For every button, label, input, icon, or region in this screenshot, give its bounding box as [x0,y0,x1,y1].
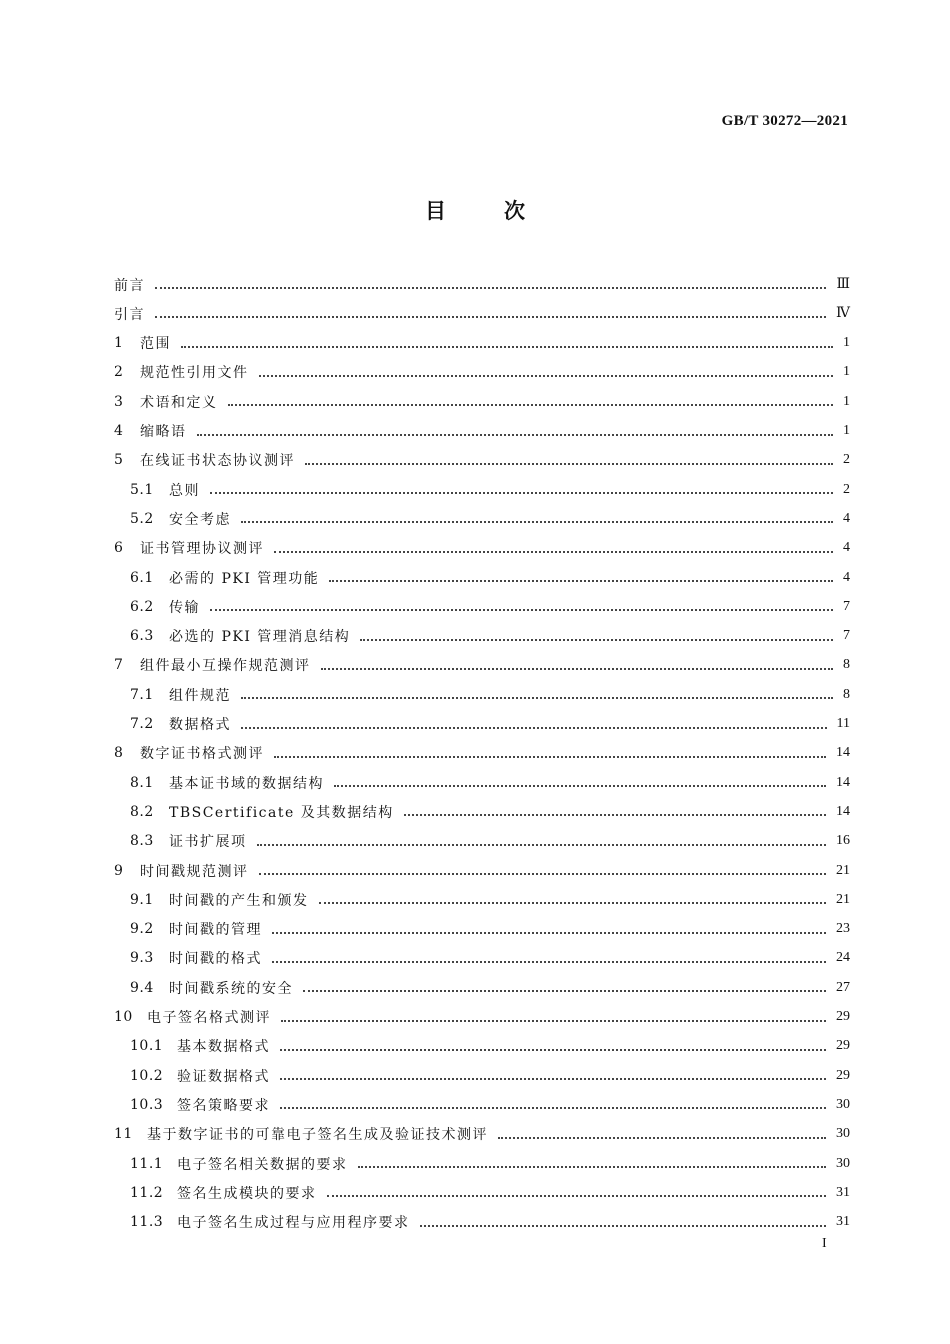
toc-entry-number: 6.3 [130,628,154,645]
toc-entry-page: 30 [836,1096,850,1112]
toc-entry-number: 6.1 [130,569,154,586]
toc-entry[interactable] [130,1061,850,1090]
dot-leader [360,638,833,641]
toc-entry-page: 14 [836,745,850,761]
toc-entry[interactable] [130,680,850,709]
toc-entry-number: 1 [114,335,124,352]
toc-entry-page: 4 [843,569,850,585]
toc-entry[interactable] [130,797,850,826]
toc-entry-page: 8 [843,657,850,673]
toc-entry[interactable] [130,944,850,973]
toc-entry-number: 7.1 [130,686,154,703]
toc-entry-page: 1 [843,423,850,438]
dot-leader [280,1106,826,1109]
dot-leader [155,286,826,289]
toc-entry[interactable] [130,1032,850,1061]
toc-entry-page: 21 [836,862,850,878]
toc-entry[interactable] [130,827,850,856]
toc-entry[interactable] [130,504,850,533]
toc-entry-page: Ⅲ [836,277,850,292]
toc-entry[interactable] [130,1090,850,1119]
toc-entry[interactable] [114,856,850,885]
toc-entry-label: 电子签名生成过程与应用程序要求 [177,1215,410,1232]
toc-entry-number: 8.3 [130,833,154,850]
toc-entry-label: 规范性引用文件 [140,365,249,382]
toc-entry-number: 5.2 [130,510,154,527]
toc-entry-label: 基本证书域的数据结构 [169,775,324,792]
toc-entry-number: 10.1 [130,1038,164,1055]
standard-number: GB/T 30272—2021 [721,113,848,129]
toc-entry-page: 2 [843,481,850,497]
toc-entry-label: 证书扩展项 [169,834,247,851]
dot-leader [241,726,827,729]
toc-entry[interactable] [114,651,850,680]
dot-leader [303,989,826,992]
toc-title: 目次 [425,199,583,223]
dot-leader [272,931,826,934]
toc-entry-page: 29 [836,1009,850,1024]
toc-entry-page: 1 [843,364,850,380]
toc-entry-label: 安全考虑 [169,511,231,528]
toc-entry-page: 29 [836,1038,850,1054]
toc-entry-number: 11.3 [130,1214,164,1231]
dot-leader [155,315,826,318]
toc-entry-label: 传输 [169,599,200,616]
toc-entry-label: 缩略语 [140,424,187,440]
toc-entry-number: 11.2 [130,1184,164,1201]
toc-entry-label: 证书管理协议测评 [140,541,264,558]
toc-entry-label: 时间戳规范测评 [140,863,249,880]
toc-entry-label: 前言 [114,277,145,294]
toc-entry-number: 10.2 [130,1067,164,1084]
toc-entry-page: 2 [843,452,850,468]
toc-entry-page: 14 [836,774,850,790]
toc-entry[interactable] [114,387,850,416]
toc-entry-page: 7 [843,598,850,614]
toc-entry-number: 8 [114,745,124,762]
toc-entry-label: 数字证书格式测评 [140,746,264,763]
dot-leader [327,1194,827,1197]
toc-entry-label: 基本数据格式 [177,1039,270,1056]
toc-entry-number: 5.1 [130,481,154,498]
toc-entry-number: 11 [114,1126,133,1143]
toc-entry[interactable] [130,915,850,944]
toc-entry-number: 8.2 [130,803,154,820]
dot-leader [334,784,826,787]
toc-entry-label: 验证数据格式 [177,1068,270,1085]
toc-entry-page: 14 [836,803,850,819]
toc-entry[interactable] [130,1208,850,1237]
dot-leader [210,608,833,611]
toc-entry-number: 9.1 [130,891,154,908]
toc-entry-page: 31 [836,1214,850,1230]
dot-leader [319,901,827,904]
dot-leader [241,520,833,523]
page-number: I [822,1236,827,1251]
toc-entry-number: 10.3 [130,1096,164,1113]
dot-leader [321,667,834,670]
toc-entry-page: 21 [836,891,850,907]
toc-entry-label: 必需的 PKI 管理功能 [169,570,320,587]
toc-entry[interactable] [114,1120,850,1149]
toc-entry-page: 23 [836,921,850,937]
toc-entry-page: 8 [843,686,850,702]
toc-entry-page: 24 [836,950,850,966]
toc-entry-number: 9.2 [130,921,154,938]
toc-entry-page: 7 [843,628,850,644]
toc-entry[interactable] [130,973,850,1002]
toc-entry[interactable] [130,885,850,914]
toc-entry[interactable] [130,1149,850,1178]
dot-leader [228,403,834,406]
toc-entry-label: 组件最小互操作规范测评 [140,658,311,675]
toc-entry-page: 31 [836,1184,850,1200]
toc-entry[interactable] [114,417,850,446]
toc-entry[interactable] [114,270,850,299]
dot-leader [274,755,826,758]
toc-entry-label: 时间戳系统的安全 [169,980,293,997]
toc-entry-page: 1 [843,335,850,351]
toc-entry[interactable] [130,1178,850,1207]
toc-entry-number: 9.3 [130,950,154,967]
toc-entry-page: Ⅳ [836,306,850,322]
toc-entry-number: 7.2 [130,716,154,732]
dot-leader [404,813,826,816]
toc-entry-number: 2 [114,364,124,381]
toc-entry-label: 时间戳的管理 [169,922,262,939]
toc-entry-page: 30 [836,1126,850,1142]
dot-leader [498,1136,826,1139]
dot-leader [259,872,827,875]
toc-entry[interactable] [130,563,850,592]
toc-entry-number: 9 [114,862,124,879]
toc-entry-number: 11.1 [130,1155,164,1172]
toc-entry-label: 基于数字证书的可靠电子签名生成及验证技术测评 [147,1127,488,1144]
toc-entry-label: 引言 [114,306,145,323]
dot-leader [210,491,833,494]
toc-entry-label: 组件规范 [169,687,231,704]
toc-entry[interactable] [114,358,850,387]
toc-entry-number: 4 [114,423,124,439]
toc-entry[interactable] [114,534,850,563]
toc-entry[interactable] [114,446,850,475]
dot-leader [420,1224,827,1227]
toc-entry-label: 电子签名相关数据的要求 [177,1156,348,1173]
toc-entry[interactable] [130,622,850,651]
dot-leader [257,843,827,846]
dot-leader [280,1077,826,1080]
toc-entry-page: 29 [836,1067,850,1083]
toc-entry-label: 时间戳的格式 [169,951,262,968]
toc-entry-label: TBSCertificate 及其数据结构 [169,804,394,821]
toc-entry-page: 30 [836,1155,850,1171]
toc-entry-label: 总则 [169,482,200,499]
toc-entry-number: 5 [114,452,124,469]
toc-entry-label: 必选的 PKI 管理消息结构 [169,629,351,646]
toc-entry[interactable] [130,710,850,739]
dot-leader [358,1165,827,1168]
toc-entry-number: 8.1 [130,774,154,791]
toc-entry[interactable] [130,592,850,621]
toc-entry-page: 4 [843,540,850,556]
dot-leader [274,550,833,553]
dot-leader [281,1019,826,1022]
toc-entry-page: 11 [836,716,850,731]
toc-entry-label: 范围 [140,336,171,353]
dot-leader [197,433,834,436]
toc-entry-page: 16 [836,833,850,849]
toc-entry[interactable] [114,739,850,768]
toc-entry-page: 4 [843,510,850,526]
toc-entry[interactable] [114,329,850,358]
dot-leader [241,696,833,699]
toc-entry-number: 7 [114,657,124,674]
toc-entry-label: 在线证书状态协议测评 [140,453,295,470]
dot-leader [259,374,834,377]
toc-entry-label: 时间戳的产生和颁发 [169,892,309,909]
toc-entry-number: 3 [114,393,124,410]
toc-entry-number: 10 [114,1009,133,1025]
toc-entry-label: 术语和定义 [140,394,218,411]
toc-entry-number: 9.4 [130,979,154,996]
toc-entry[interactable] [114,1003,850,1032]
toc-entry-number: 6 [114,540,124,557]
dot-leader [272,960,826,963]
toc-entry[interactable] [130,768,850,797]
dot-leader [329,579,833,582]
toc-entry-label: 签名策略要求 [177,1097,270,1114]
toc-entry[interactable] [114,299,850,328]
toc-entry-number: 6.2 [130,598,154,615]
toc-entry[interactable] [130,475,850,504]
toc-entry-label: 电子签名格式测评 [147,1010,271,1026]
dot-leader [181,345,833,348]
toc-entry-label: 签名生成模块的要求 [177,1185,317,1202]
toc-entry-page: 27 [836,979,850,995]
toc-entry-page: 1 [843,393,850,409]
dot-leader [280,1048,826,1051]
dot-leader [305,462,833,465]
toc-entry-label: 数据格式 [169,717,231,733]
